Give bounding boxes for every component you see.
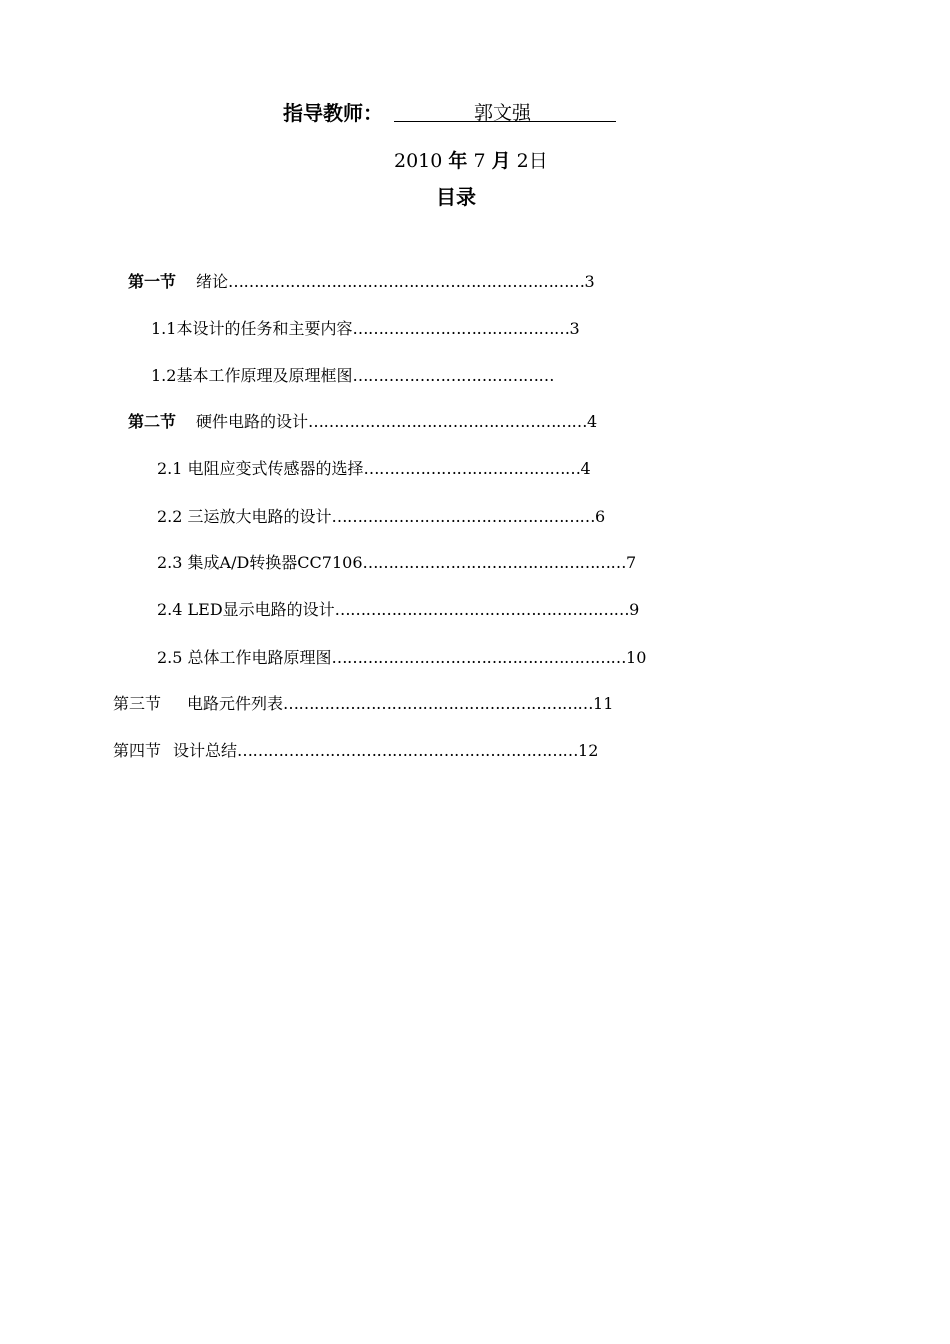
toc-entry-2-1[interactable] <box>157 458 591 480</box>
toc-leader-dots: …………………………………… <box>352 319 570 338</box>
toc-entry-section-1[interactable] <box>128 271 595 293</box>
date-year-unit: 年 <box>448 150 468 172</box>
toc-entry-title: 电路元件列表 <box>187 694 284 713</box>
advisor-name: 郭文强 <box>474 102 532 124</box>
toc-entry-title: 1.1本设计的任务和主要内容 <box>151 319 353 338</box>
toc-page-number: 12 <box>578 741 599 760</box>
toc-section-label: 第二节 <box>128 412 177 431</box>
toc-entry-title: 2.1 电阻应变式传感器的选择 <box>157 459 364 478</box>
toc-leader-dots: …………………………………………… <box>331 507 596 526</box>
toc-page-number: 9 <box>629 600 640 619</box>
toc-entry-title: 硬件电路的设计 <box>196 412 309 431</box>
date-month-unit: 月 <box>491 150 511 172</box>
toc-page-number: 3 <box>584 272 595 291</box>
toc-entry-1-2[interactable] <box>151 365 554 387</box>
toc-leader-dots: …………………………………………… <box>362 553 627 572</box>
toc-entry-1-1[interactable] <box>151 318 580 340</box>
toc-section-label: 第一节 <box>128 272 177 291</box>
toc-leader-dots: ………………………………………………… <box>334 600 630 619</box>
toc-leader-dots: ………………………………………………………… <box>237 741 579 760</box>
toc-page-number: 4 <box>587 412 598 431</box>
toc-entry-section-2[interactable] <box>128 411 597 433</box>
date-line <box>394 148 548 174</box>
toc-entry-title: 1.2基本工作原理及原理框图 <box>151 366 353 385</box>
toc-entry-title: 2.4 LED显示电路的设计 <box>157 600 335 619</box>
toc-entry-section-4[interactable] <box>113 740 598 762</box>
toc-entry-section-3[interactable] <box>113 693 613 715</box>
date-year: 2010 <box>394 150 443 172</box>
toc-entry-title: 设计总结 <box>173 741 238 760</box>
toc-entry-2-2[interactable] <box>157 506 605 528</box>
toc-entry-title: 绪论 <box>196 272 229 291</box>
toc-page-number: 3 <box>569 319 580 338</box>
toc-entry-2-4[interactable] <box>157 599 639 621</box>
toc-entry-title: 2.5 总体工作电路原理图 <box>157 648 332 667</box>
toc-page-number: 6 <box>595 507 606 526</box>
toc-title: 目录 <box>436 185 476 209</box>
toc-leader-dots: ………………………………………………… <box>331 648 627 667</box>
toc-entry-2-3[interactable] <box>157 552 636 574</box>
toc-entry-title: 2.2 三运放大电路的设计 <box>157 507 332 526</box>
toc-leader-dots: …………………………………… <box>363 459 581 478</box>
date-month: 7 <box>473 150 486 172</box>
toc-section-label: 第三节 <box>113 694 162 713</box>
toc-entry-title: 2.3 集成A/D转换器CC7106 <box>157 553 363 572</box>
toc-page-number: 7 <box>626 553 637 572</box>
toc-page-number: 11 <box>593 694 614 713</box>
advisor-label: 指导教师： <box>283 101 383 125</box>
toc-entry-2-5[interactable] <box>157 647 646 669</box>
toc-leader-dots: …………………………………………………………… <box>228 272 585 291</box>
date-day: 2日 <box>516 150 548 172</box>
toc-page-number: 10 <box>626 648 647 667</box>
toc-page-number: 4 <box>580 459 591 478</box>
toc-leader-dots: ……………………………………………… <box>308 412 588 431</box>
toc-leader-dots: …………………………………………………… <box>283 694 594 713</box>
toc-leader-dots: ………………………………… <box>352 366 554 385</box>
toc-section-label: 第四节 <box>113 741 162 760</box>
